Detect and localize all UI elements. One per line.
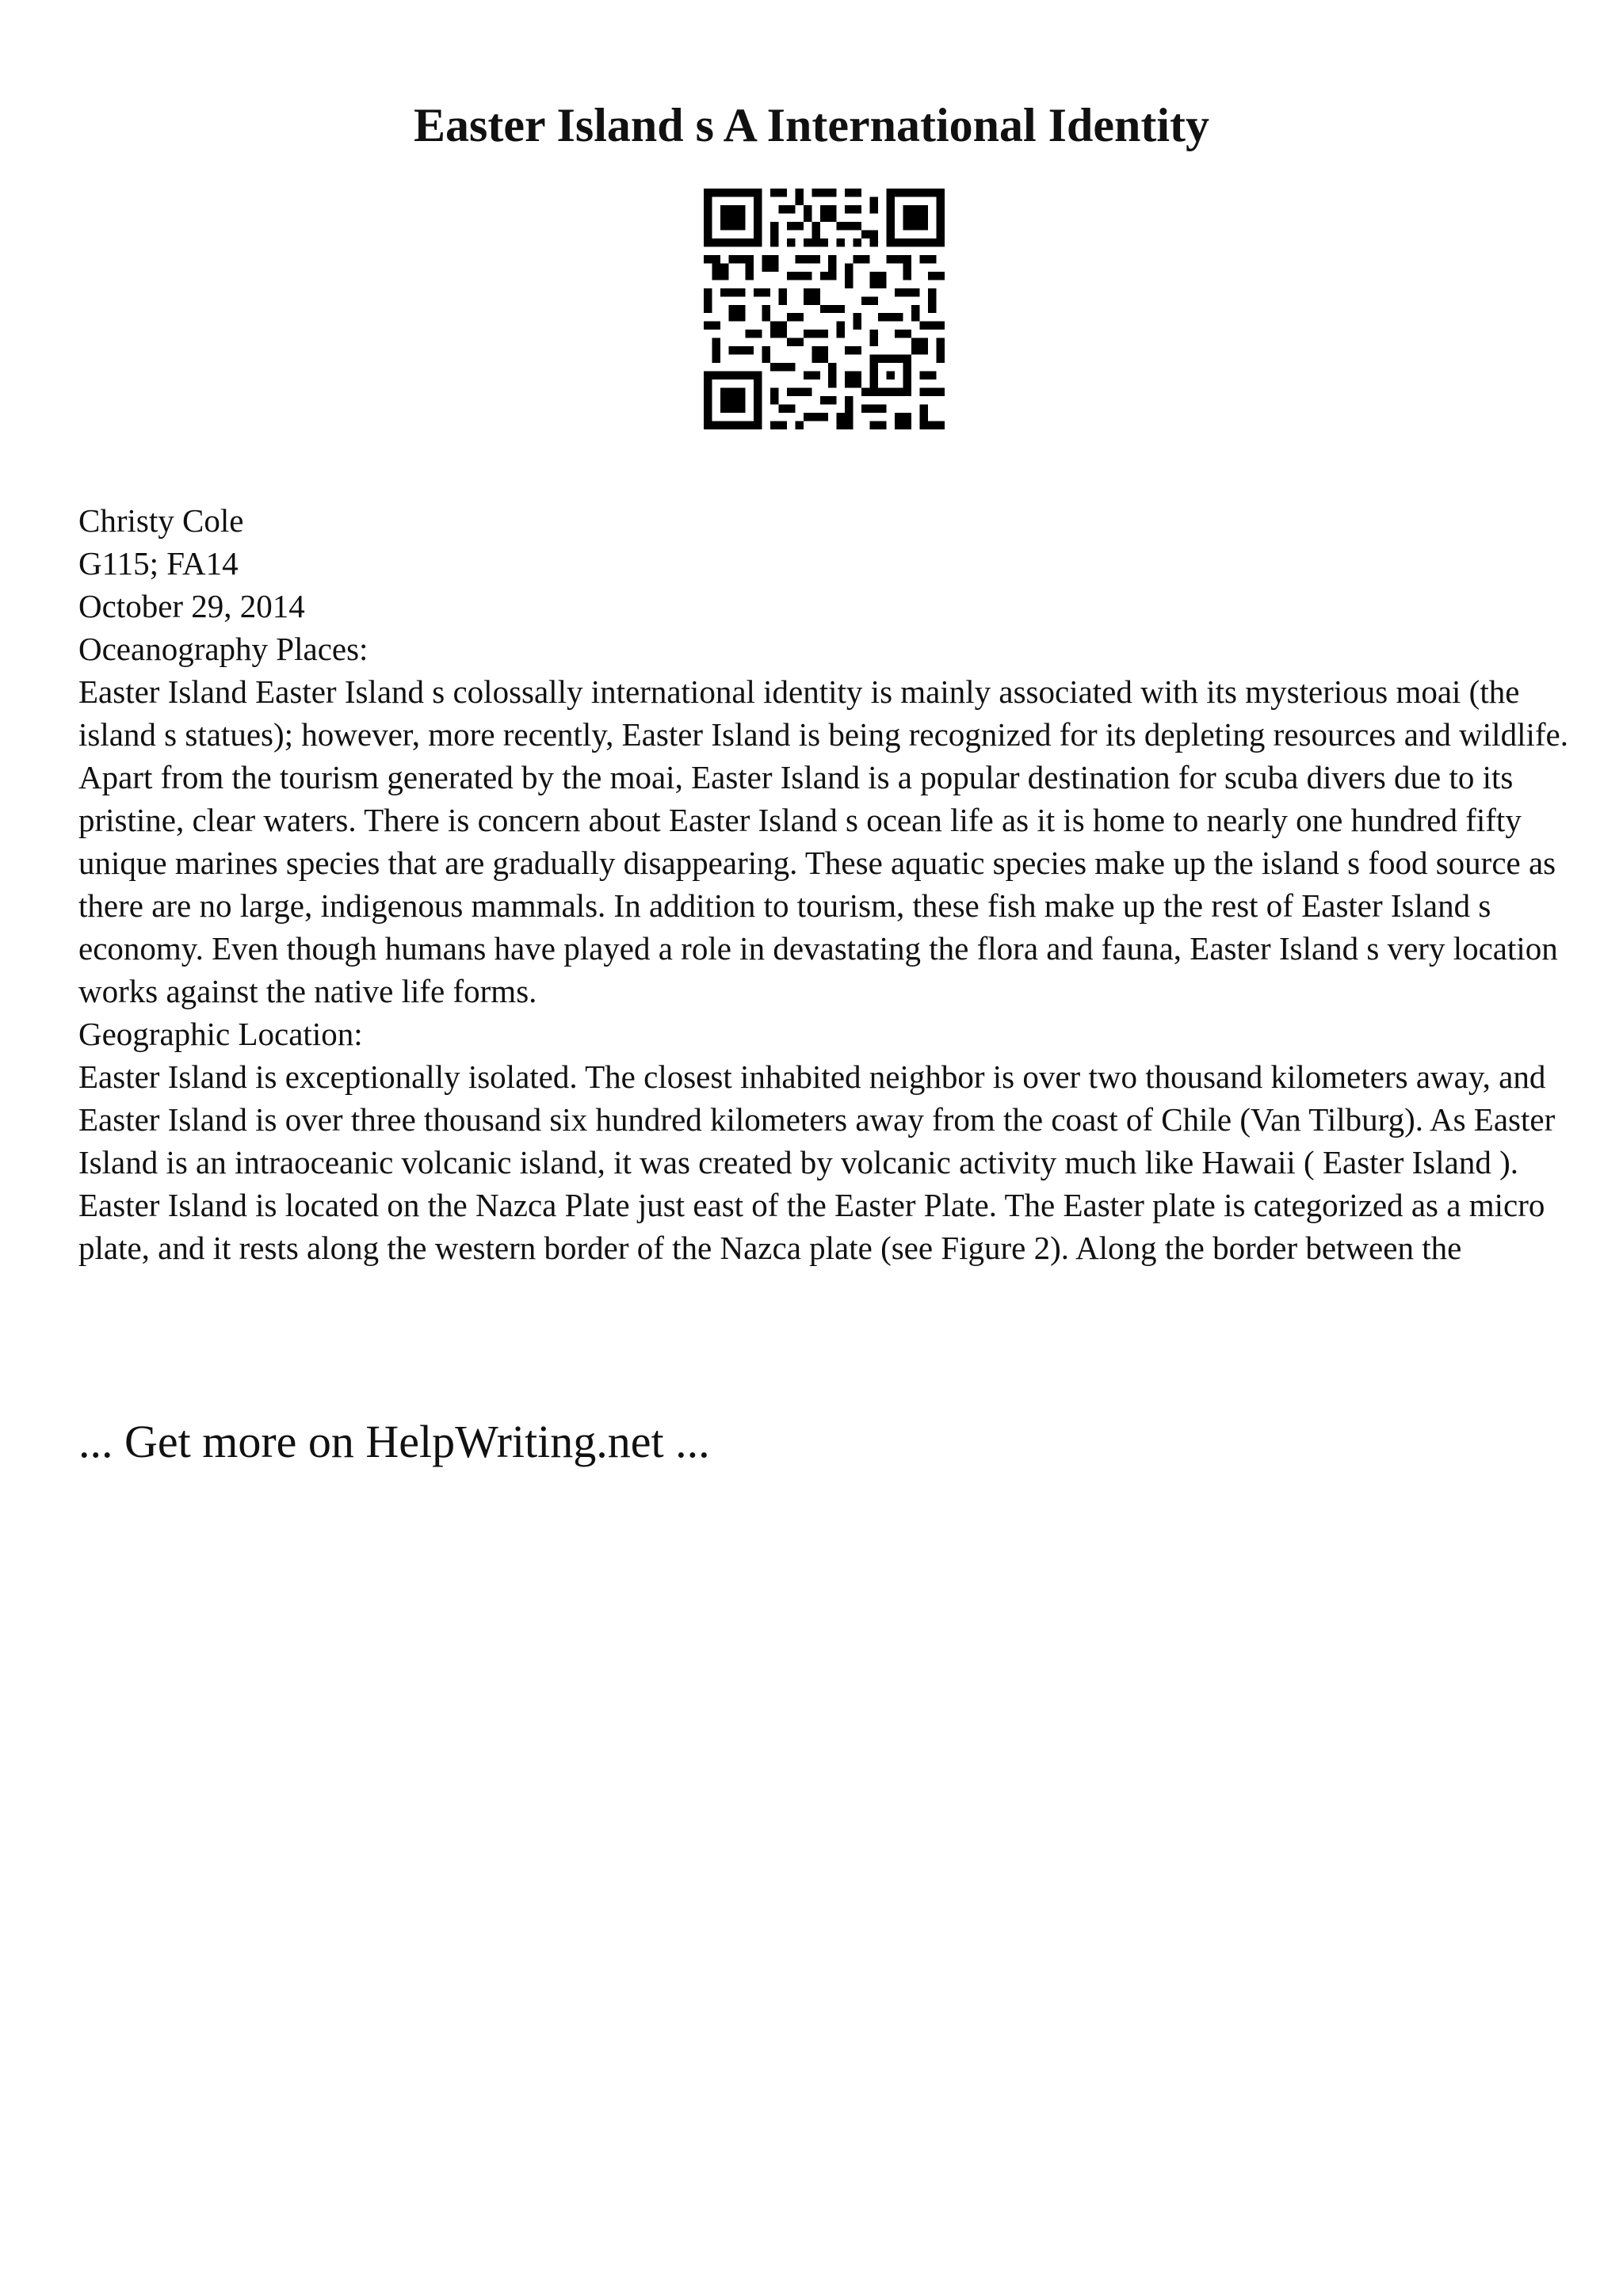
section-heading: Oceanography Places: — [78, 631, 369, 667]
document-title: Easter Island s A International Identity — [413, 99, 1210, 151]
paragraph: Easter Island Easter Island s colossally international identity is mainly associated with its mysterious moai (the island s statues); however, more recently, Easter Island is being recognized for its depleting resources and wildlife. Apart from the tourism generated by the moai, Easter Island is a popular destination for scuba divers due to its pristine, clear waters. There is concern about Easter Island s ocean life as it is home to nearly one hundred fifty unique marines species that are gradually disappearing. These aquatic species make up the island s food source as there are no large, indigenous mammals. In addition to tourism, these fish make up the rest of Easter Island s economy. Even though humans have played a role in devastating the flora and fauna, Easter Island s very location works against the native life forms. — [78, 673, 1568, 1009]
course-line: G115; FA14 — [78, 545, 239, 582]
section-heading: Geographic Location: — [78, 1016, 363, 1052]
date-line: October 29, 2014 — [78, 588, 305, 624]
get-more-link[interactable]: ... Get more on HelpWriting.net ... — [78, 1416, 710, 1467]
qr-code-image — [704, 189, 945, 429]
paragraph: Easter Island is exceptionally isolated. The closest inhabited neighbor is over two thousand kilometers away, and Easter Island is over three thousand six hundred kilometers away from the coast of Chile (Van Tilburg). As Easter Island is an intraoceanic volcanic island, it was created by volcanic activity much like Hawaii ( Easter Island ). Easter Island is located on the Nazca Plate just east of the Easter Plate. The Easter plate is categorized as a micro plate, and it rests along the western border of the Nazca plate (see Figure 2). Along the border between the — [78, 1058, 1556, 1266]
author-line: Christy Cole — [78, 502, 244, 539]
document-body — [78, 499, 1568, 1269]
